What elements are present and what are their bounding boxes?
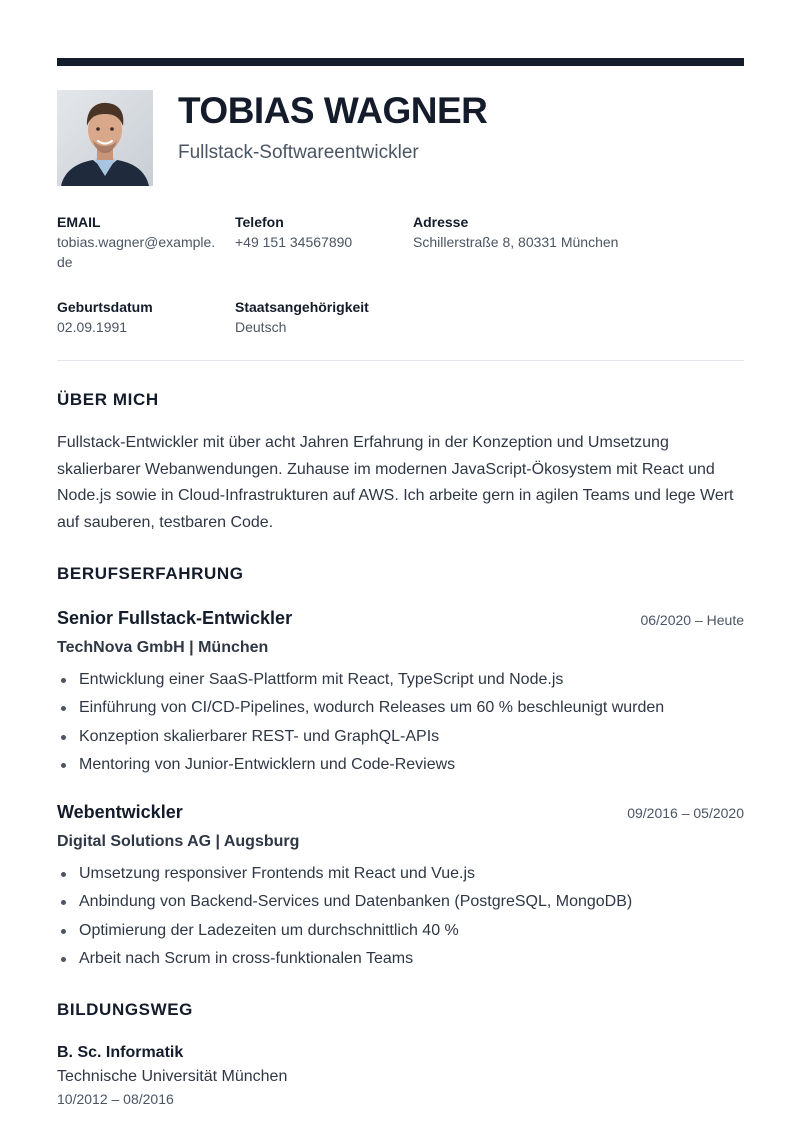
list-item: Konzeption skalierbarer REST- und GraphQL-APIs: [57, 723, 747, 751]
job-date: 06/2020 – Heute: [640, 612, 744, 628]
contact-email: [57, 213, 217, 272]
candidate-name: TOBIAS WAGNER: [178, 90, 488, 131]
list-item: Arbeit nach Scrum in cross-funktionalen Teams: [57, 945, 747, 973]
candidate-role: Fullstack-Softwareentwickler: [178, 142, 419, 163]
email-value[interactable]: tobias.wagner@example.de: [57, 234, 216, 270]
contact-address: [413, 213, 713, 252]
job-bullet-list: [57, 666, 747, 779]
job-company: Digital Solutions AG | Augsburg: [57, 833, 300, 850]
job-title: Webentwickler: [57, 802, 183, 822]
birthdate-value: 02.09.1991: [57, 319, 128, 335]
address-label: Adresse: [413, 214, 469, 230]
list-item: Einführung von CI/CD-Pipelines, wodurch Releases um 60 % beschleunigt wurden: [57, 694, 747, 722]
section-title-about: ÜBER MICH: [57, 390, 159, 409]
list-item: Optimierung der Ladezeiten um durchschnittlich 40 %: [57, 917, 747, 945]
nationality-value: Deutsch: [235, 319, 287, 335]
portrait-photo-icon: [57, 90, 153, 186]
contact-birthdate: [57, 298, 217, 337]
phone-label: Telefon: [235, 214, 284, 230]
section-title-experience: BERUFSERFAHRUNG: [57, 564, 244, 583]
job-date: 09/2016 – 05/2020: [627, 805, 744, 821]
education-date: 10/2012 – 08/2016: [57, 1091, 174, 1107]
list-item: Anbindung von Backend-Services und Datenbanken (PostgreSQL, MongoDB): [57, 888, 747, 916]
contact-nationality: [235, 298, 435, 337]
job-bullet-list: [57, 860, 747, 973]
list-item: Mentoring von Junior-Entwicklern und Code-Reviews: [57, 751, 747, 779]
education-school: Technische Universität München: [57, 1068, 288, 1085]
job-title: Senior Fullstack-Entwickler: [57, 608, 293, 628]
header-accent-bar: [57, 58, 744, 66]
contact-phone: [235, 213, 405, 252]
about-text: Fullstack-Entwickler mit über acht Jahren Erfahrung in der Konzeption und Umsetzung skalierbarer Webanwendungen. Zuhause im modernen JavaScript-Ökosystem mit React und Node.js sowie in Cloud-Infrastrukturen auf AWS. Ich arbeite gern in agilen Teams und lege Wert auf sauberen, testbaren Code.: [57, 434, 734, 531]
nationality-label: Staatsangehörigkeit: [235, 299, 369, 315]
address-value: Schillerstraße 8, 80331 München: [413, 234, 619, 250]
birthdate-label: Geburtsdatum: [57, 299, 153, 315]
profile-photo: [57, 90, 153, 186]
phone-value[interactable]: +49 151 34567890: [235, 234, 353, 250]
header-divider: [57, 360, 744, 361]
section-title-education: BILDUNGSWEG: [57, 1000, 193, 1019]
list-item: Entwicklung einer SaaS-Plattform mit React, TypeScript und Node.js: [57, 666, 747, 694]
email-label: EMAIL: [57, 214, 101, 230]
list-item: Umsetzung responsiver Frontends mit React und Vue.js: [57, 860, 747, 888]
job-company: TechNova GmbH | München: [57, 639, 269, 656]
education-degree: B. Sc. Informatik: [57, 1044, 184, 1061]
